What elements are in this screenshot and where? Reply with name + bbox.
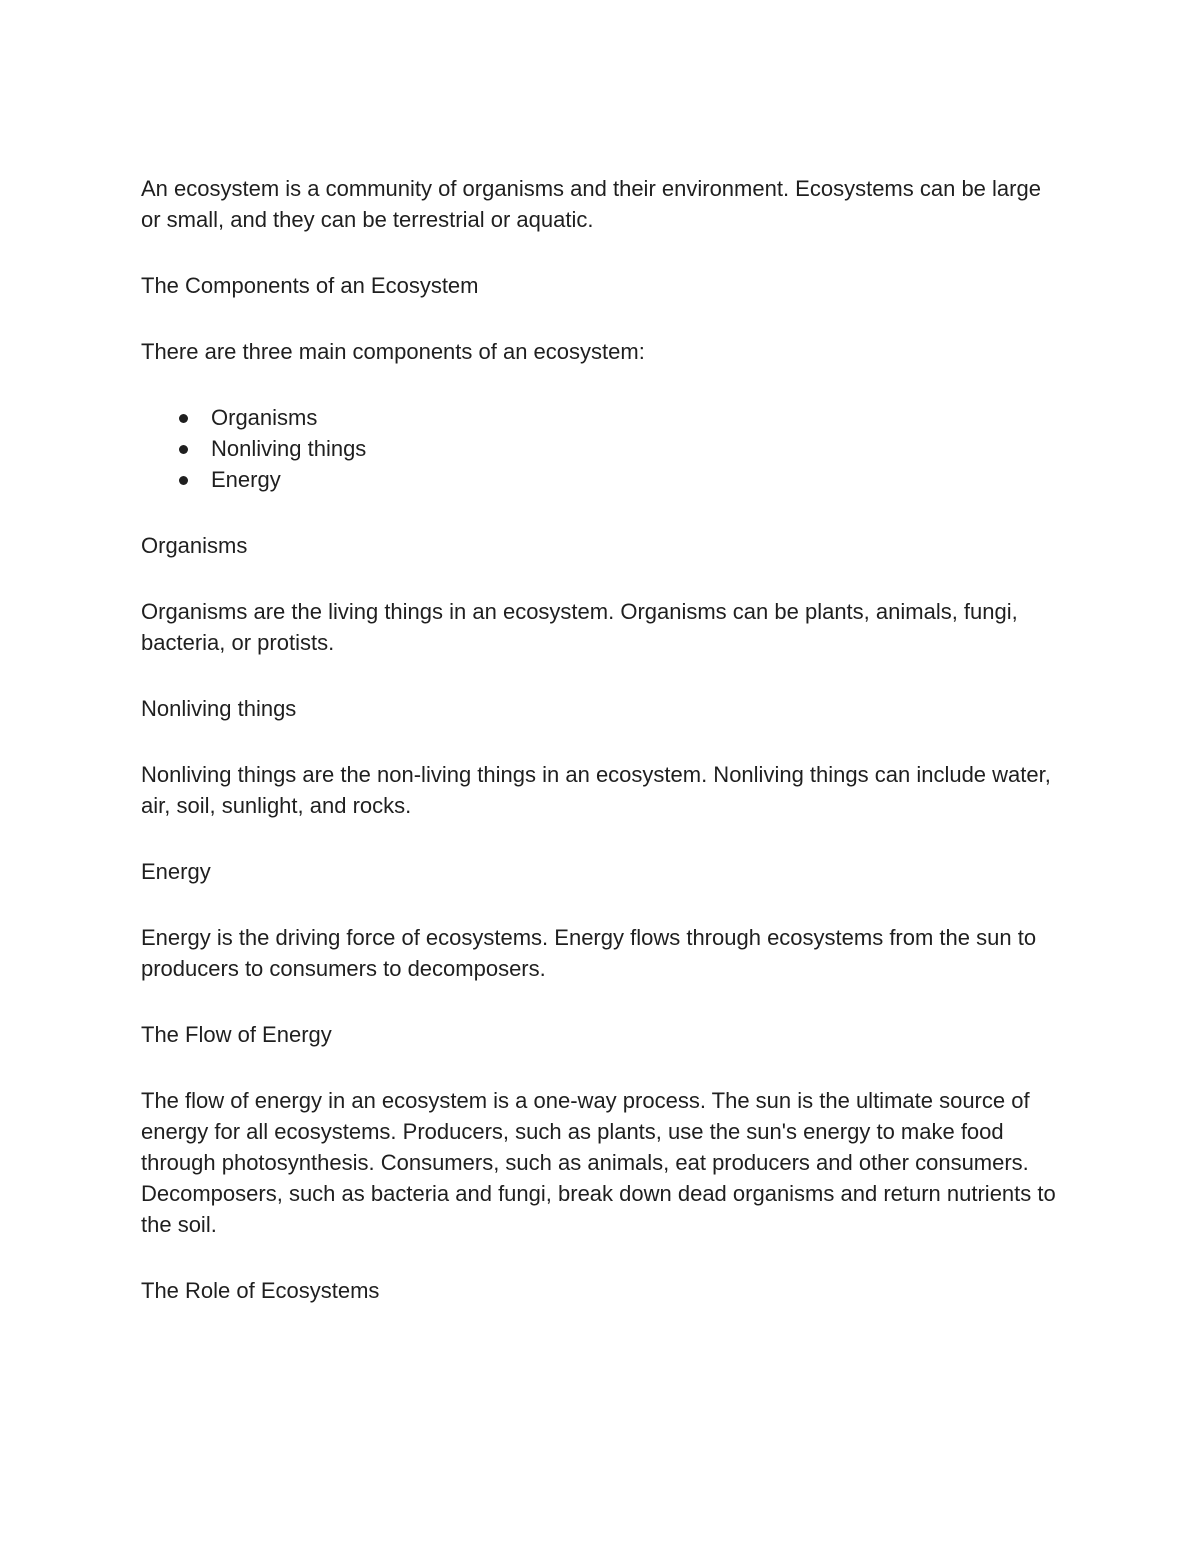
components-list bbox=[141, 402, 1061, 495]
nonliving-heading: Nonliving things bbox=[141, 696, 297, 721]
energy-heading: Energy bbox=[141, 859, 211, 884]
nonliving-paragraph: Nonliving things are the non-living things in an ecosystem. Nonliving things can include water, air, soil, sunlight, and rocks. bbox=[141, 762, 1051, 818]
components-heading: The Components of an Ecosystem bbox=[141, 273, 479, 298]
list-item bbox=[141, 433, 1061, 464]
organisms-paragraph: Organisms are the living things in an ecosystem. Organisms can be plants, animals, fungi, bacteria, or protists. bbox=[141, 599, 1018, 655]
flow-paragraph: The flow of energy in an ecosystem is a one-way process. The sun is the ultimate source of energy for all ecosystems. Producers, such as plants, use the sun's energy to make food through photosynthesis. Consumers, such as animals, eat producers and other consumers. Decomposers, such as bacteria and fungi, break down dead organisms and return nutrients to the soil. bbox=[141, 1088, 1056, 1237]
bullet-icon bbox=[179, 476, 188, 485]
list-item-label: Organisms bbox=[211, 405, 318, 430]
list-item bbox=[141, 464, 1061, 495]
components-intro-paragraph: There are three main components of an ecosystem: bbox=[141, 339, 645, 364]
flow-heading: The Flow of Energy bbox=[141, 1022, 332, 1047]
bullet-icon bbox=[179, 414, 188, 423]
energy-paragraph: Energy is the driving force of ecosystems. Energy flows through ecosystems from the sun to producers to consumers to decomposers. bbox=[141, 925, 1037, 981]
list-item bbox=[141, 402, 1061, 433]
list-item-label: Energy bbox=[211, 467, 281, 492]
organisms-heading: Organisms bbox=[141, 533, 248, 558]
list-item-label: Nonliving things bbox=[211, 436, 367, 461]
intro-paragraph: An ecosystem is a community of organisms and their environment. Ecosystems can be large or small, and they can be terrestrial or aquatic. bbox=[141, 176, 1041, 232]
document-page bbox=[141, 173, 1061, 1341]
role-heading: The Role of Ecosystems bbox=[141, 1278, 380, 1303]
bullet-icon bbox=[179, 445, 188, 454]
